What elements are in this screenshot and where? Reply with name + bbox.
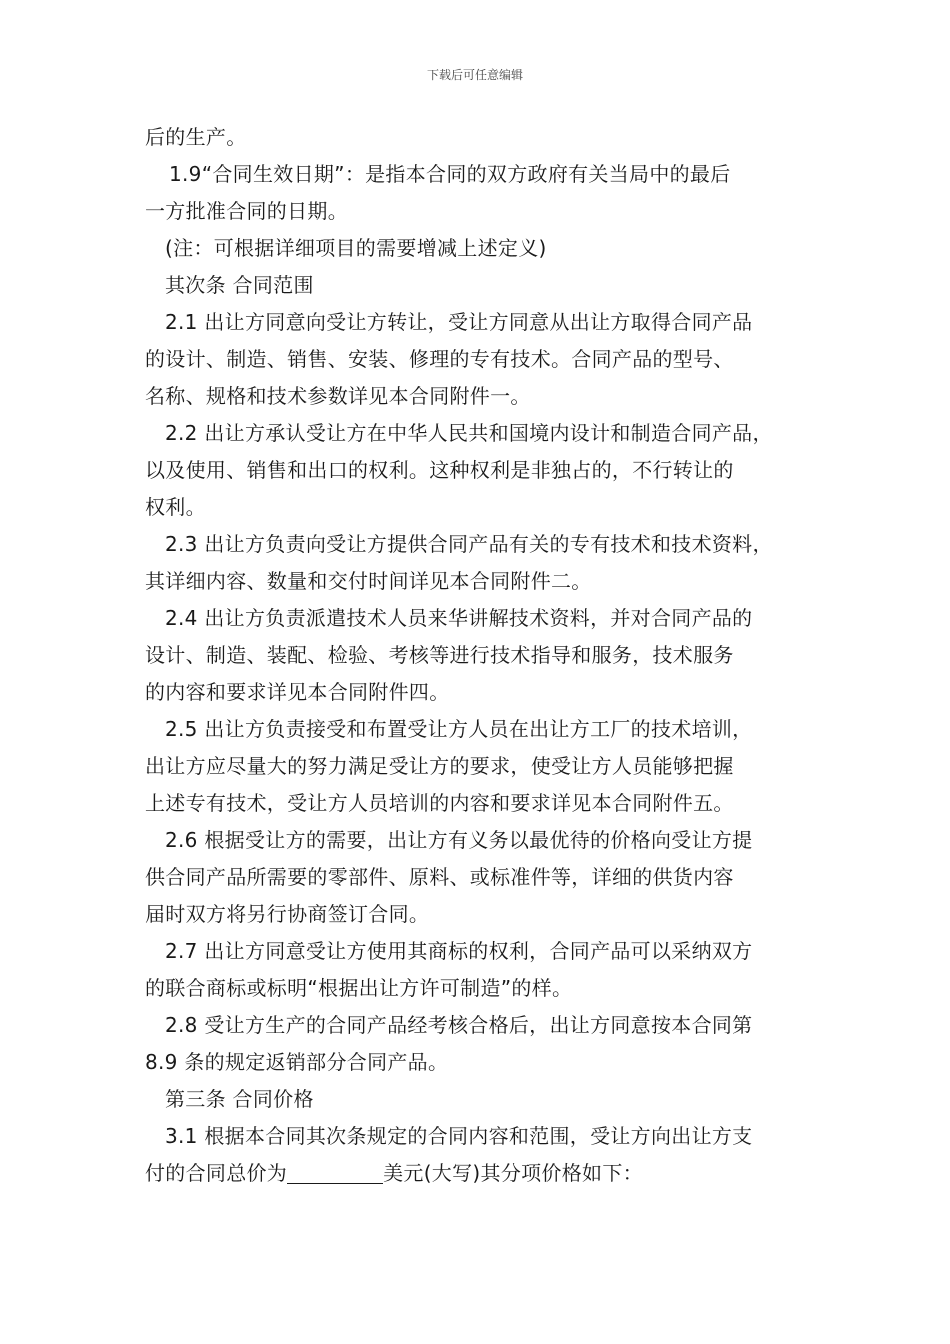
text-line: 届时双方将另行协商签订合同。	[145, 902, 430, 926]
text-line: 名称、规格和技术参数详见本合同附件一。	[145, 384, 531, 408]
text-line: 以及使用、销售和出口的权利。这种权利是非独占的，不行转让的	[145, 458, 734, 482]
text-line-with-blank	[145, 1155, 813, 1192]
text-line: 的联合商标或标明“根据出让方许可制造”的样。	[145, 976, 573, 1000]
text-line: 2.2 出让方承认受让方在中华人民共和国境内设计和制造合同产品，	[165, 421, 773, 445]
price-prefix-text: 付的合同总价为	[145, 1161, 288, 1185]
text-line: 一方批准合同的日期。	[145, 199, 348, 223]
price-blank-field	[287, 1161, 383, 1184]
text-line: 2.8 受让方生产的合同产品经考核合格后，出让方同意按本合同第	[165, 1013, 753, 1037]
text-line: 2.5 出让方负责接受和布置受让方人员在出让方工厂的技术培训，	[165, 717, 753, 741]
text-line: 2.3 出让方负责向受让方提供合同产品有关的专有技术和技术资料，	[165, 532, 773, 556]
text-line: 设计、制造、装配、检验、考核等进行技术指导和服务，技术服务	[145, 643, 734, 667]
section-heading: 其次条 合同范围	[165, 273, 314, 297]
text-line: 3.1 根据本合同其次条规定的合同内容和范围，受让方向出让方支	[165, 1124, 753, 1148]
text-line: 2.4 出让方负责派遣技术人员来华讲解技术资料，并对合同产品的	[165, 606, 753, 630]
text-line: 供合同产品所需要的零部件、原料、或标准件等，详细的供货内容	[145, 865, 734, 889]
page-header-note: 下载后可任意编辑	[426, 68, 523, 82]
text-line: 1.9“合同生效日期”：是指本合同的双方政府有关当局中的最后	[169, 162, 731, 186]
section-heading: 第三条 合同价格	[165, 1087, 314, 1111]
price-suffix-text: 美元(大写)其分项价格如下：	[383, 1161, 643, 1185]
text-line: 的内容和要求详见本合同附件四。	[145, 680, 450, 704]
text-line: 出让方应尽量大的努力满足受让方的要求，使受让方人员能够把握	[145, 754, 734, 778]
text-line: 2.7 出让方同意受让方使用其商标的权利，合同产品可以采纳双方	[165, 939, 753, 963]
text-line: 权利。	[145, 495, 206, 519]
text-line: 2.6 根据受让方的需要，出让方有义务以最优待的价格向受让方提	[165, 828, 753, 852]
text-line: 2.1 出让方同意向受让方转让，受让方同意从出让方取得合同产品	[165, 310, 753, 334]
text-line: 的设计、制造、销售、安装、修理的专有技术。合同产品的型号、	[145, 347, 734, 371]
text-line: 上述专有技术，受让方人员培训的内容和要求详见本合同附件五。	[145, 791, 734, 815]
text-line: 8.9 条的规定返销部分合同产品。	[145, 1050, 449, 1074]
text-line: 后的生产。	[145, 125, 247, 149]
text-line: (注：可根据详细项目的需要增减上述定义)	[165, 236, 547, 260]
text-line: 其详细内容、数量和交付时间详见本合同附件二。	[145, 569, 592, 593]
document-body	[145, 119, 813, 1192]
